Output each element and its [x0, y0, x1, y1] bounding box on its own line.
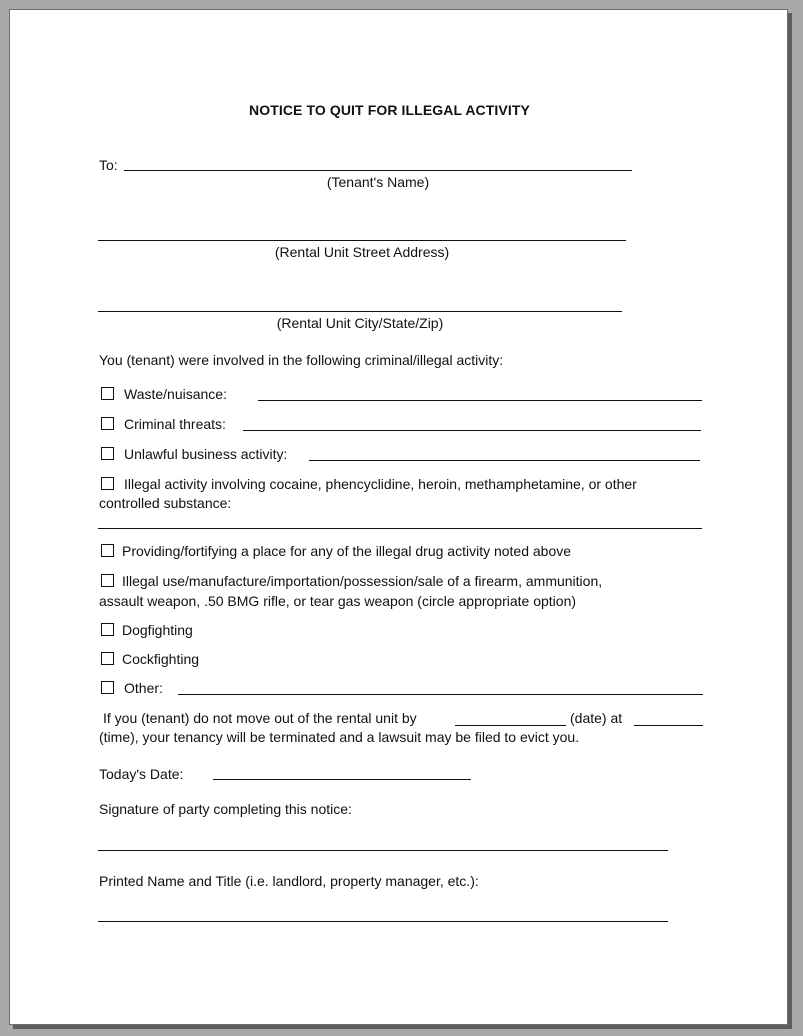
threats-label: Criminal threats:	[124, 416, 226, 432]
other-checkbox[interactable]	[101, 681, 114, 694]
drugs-checkbox[interactable]	[101, 477, 114, 490]
drugs-label-line1: Illegal activity involving cocaine, phencyclidine, heroin, methamphetamine, or other	[124, 476, 637, 492]
document-page	[9, 9, 788, 1025]
firearm-checkbox[interactable]	[101, 574, 114, 587]
notice-text-part2: (date) at	[570, 710, 623, 726]
other-field[interactable]	[178, 694, 703, 695]
printed-name-label: Printed Name and Title (i.e. landlord, property manager, etc.):	[99, 873, 479, 889]
tenant-name-field[interactable]	[124, 170, 632, 171]
to-label: To:	[99, 157, 118, 173]
printed-name-field[interactable]	[98, 921, 668, 922]
threats-checkbox[interactable]	[101, 417, 114, 430]
activity-intro: You (tenant) were involved in the following criminal/illegal activity:	[99, 352, 504, 368]
dogfighting-checkbox[interactable]	[101, 623, 114, 636]
threats-field[interactable]	[243, 430, 701, 431]
street-address-caption: (Rental Unit Street Address)	[274, 244, 450, 260]
waste-label: Waste/nuisance:	[124, 386, 227, 402]
signature-label: Signature of party completing this notice:	[99, 801, 352, 817]
notice-text-line2: (time), your tenancy will be terminated and a lawsuit may be filed to evict you.	[99, 729, 580, 745]
tenant-name-caption: (Tenant's Name)	[326, 174, 430, 190]
firearm-label-line1: Illegal use/manufacture/importation/possession/sale of a firearm, ammunition,	[122, 573, 603, 589]
firearm-label-line2: assault weapon, .50 BMG rifle, or tear gas weapon (circle appropriate option)	[99, 593, 577, 609]
todays-date-label: Today's Date:	[99, 766, 184, 782]
notice-text-part1: If you (tenant) do not move out of the rental unit by	[103, 710, 417, 726]
city-state-zip-field[interactable]	[98, 311, 622, 312]
providing-label: Providing/fortifying a place for any of the illegal drug activity noted above	[122, 543, 572, 559]
business-field[interactable]	[309, 460, 700, 461]
waste-field[interactable]	[258, 400, 702, 401]
other-label: Other:	[124, 680, 163, 696]
city-state-zip-caption: (Rental Unit City/State/Zip)	[276, 315, 444, 331]
move-out-time-field[interactable]	[634, 725, 703, 726]
drugs-label-line2: controlled substance:	[99, 495, 232, 511]
drugs-field[interactable]	[98, 528, 702, 529]
business-label: Unlawful business activity:	[124, 446, 288, 462]
providing-checkbox[interactable]	[101, 544, 114, 557]
business-checkbox[interactable]	[101, 447, 114, 460]
cockfighting-checkbox[interactable]	[101, 652, 114, 665]
street-address-field[interactable]	[98, 240, 626, 241]
move-out-date-field[interactable]	[455, 725, 566, 726]
document-title: NOTICE TO QUIT FOR ILLEGAL ACTIVITY	[249, 102, 530, 118]
dogfighting-label: Dogfighting	[122, 622, 193, 638]
cockfighting-label: Cockfighting	[122, 651, 200, 667]
todays-date-field[interactable]	[213, 779, 471, 780]
waste-checkbox[interactable]	[101, 387, 114, 400]
signature-field[interactable]	[98, 850, 668, 851]
